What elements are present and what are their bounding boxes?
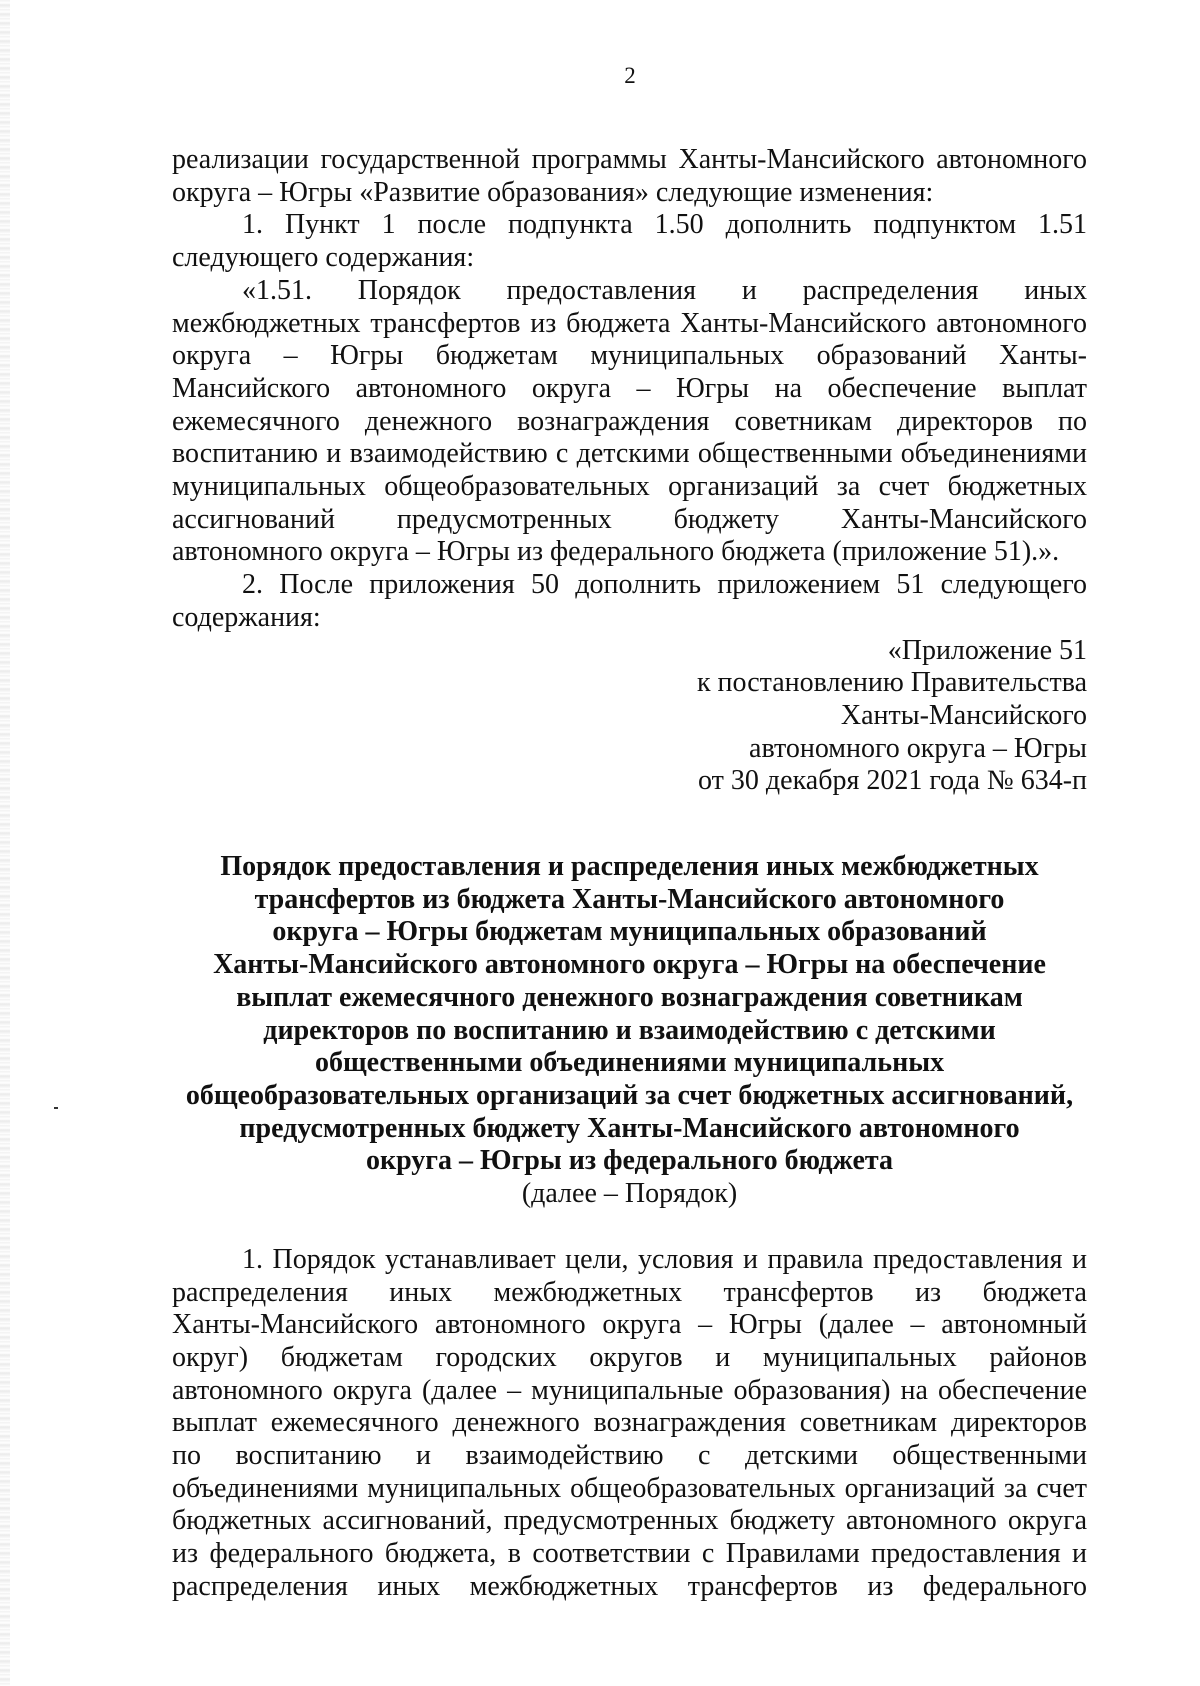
text-line: автономного округа (далее – муниципальные образования) на обеспечение [172,1374,1087,1406]
title-subtitle: (далее – Порядок) [521,1178,738,1210]
title-line: Порядок предоставления и распределения иных межбюджетных [220,851,1039,883]
text-line: Мансийского автономного округа – Югры на обеспечение выплат [172,372,1087,404]
text-line: межбюджетных трансфертов из бюджета Ханты-Мансийского автономного [172,307,1087,339]
subitem-1-51-paragraph [172,275,1087,569]
text-line: распределения иных межбюджетных трансфертов из федерального [172,1570,1087,1602]
text-line: Ханты-Мансийского автономного округа – Югры (далее – автономный [172,1309,1087,1341]
text-line: автономного округа – Югры из федерального бюджета (приложение 51).». [172,536,1060,568]
text-line: содержания: [172,601,321,633]
text-line: распределения иных межбюджетных трансфертов из бюджета [172,1276,1087,1308]
text-line: ежемесячного денежного вознаграждения советникам директоров по [172,405,1087,437]
appendix-line: Ханты-Мансийского [840,699,1087,731]
appendix-line: к постановлению Правительства [696,667,1087,699]
text-line: округа – Югры бюджетам муниципальных образований Ханты- [172,340,1087,372]
scan-dot-artifact [54,1107,58,1109]
appendix-line: от 30 декабря 2021 года № 634-п [698,765,1087,797]
spacer [172,1211,1087,1244]
item-2-paragraph [172,569,1087,634]
title-line: округа – Югры из федерального бюджета [365,1145,894,1177]
title-line: округа – Югры бюджетам муниципальных образований [272,916,987,948]
text-line: объединениями муниципальных общеобразовательных организаций за счет [172,1472,1087,1504]
title-line: общественными объединениями муниципальных [314,1047,945,1079]
title-line: директоров по воспитанию и взаимодействию с детскими [263,1014,996,1046]
text-line: «1.51. Порядок предоставления и распределения иных [242,274,1087,306]
intro-paragraph [172,144,1087,209]
spacer [172,798,1087,851]
scan-edge-artifact [0,0,10,1686]
text-line: бюджетных ассигнований, предусмотренных бюджету автономного округа [172,1505,1087,1537]
title-line: трансфертов из бюджета Ханты-Мансийского автономного [254,883,1005,915]
text-line: воспитанию и взаимодействию с детскими общественными объединениями [172,438,1087,470]
page-number: 2 [624,63,636,88]
document-title [172,851,1087,1211]
text-line: из федерального бюджета, в соответствии с Правилами предоставления и [172,1538,1087,1570]
text-line: муниципальных общеобразовательных организаций за счет бюджетных [172,471,1087,503]
document-body [172,144,1087,1604]
text-line: ассигнований предусмотренных бюджету Ханты-Мансийского [172,503,1087,535]
title-line: Ханты-Мансийского автономного округа – Югры на обеспечение [213,949,1046,981]
text-line: 1. Порядок устанавливает цели, условия и правила предоставления и [242,1243,1087,1275]
appendix-header [172,635,1087,799]
appendix-line: «Приложение 51 [887,634,1087,666]
text-line: 1. Пункт 1 после подпункта 1.50 дополнить подпунктом 1.51 [242,209,1087,241]
section-1-paragraph [172,1244,1087,1604]
text-line: округ) бюджетам городских округов и муниципальных районов [172,1341,1087,1373]
title-line: предусмотренных бюджету Ханты-Мансийского автономного [239,1112,1020,1144]
text-line: 2. После приложения 50 дополнить приложением 51 следующего [242,569,1087,601]
item-1-paragraph [172,209,1087,274]
text-line: выплат ежемесячного денежного вознаграждения советникам директоров [172,1407,1087,1439]
appendix-line: автономного округа – Югры [749,732,1087,764]
text-line: следующего содержания: [172,242,475,274]
text-line: по воспитанию и взаимодействию с детскими общественными [172,1440,1087,1472]
title-line: общеобразовательных организаций за счет бюджетных ассигнований, [185,1079,1074,1111]
text-line: реализации государственной программы Ханты-Мансийского автономного [172,144,1087,175]
text-line: округа – Югры «Развитие образования» следующие изменения: [172,176,934,208]
title-line: выплат ежемесячного денежного вознаграждения советникам [236,981,1023,1013]
